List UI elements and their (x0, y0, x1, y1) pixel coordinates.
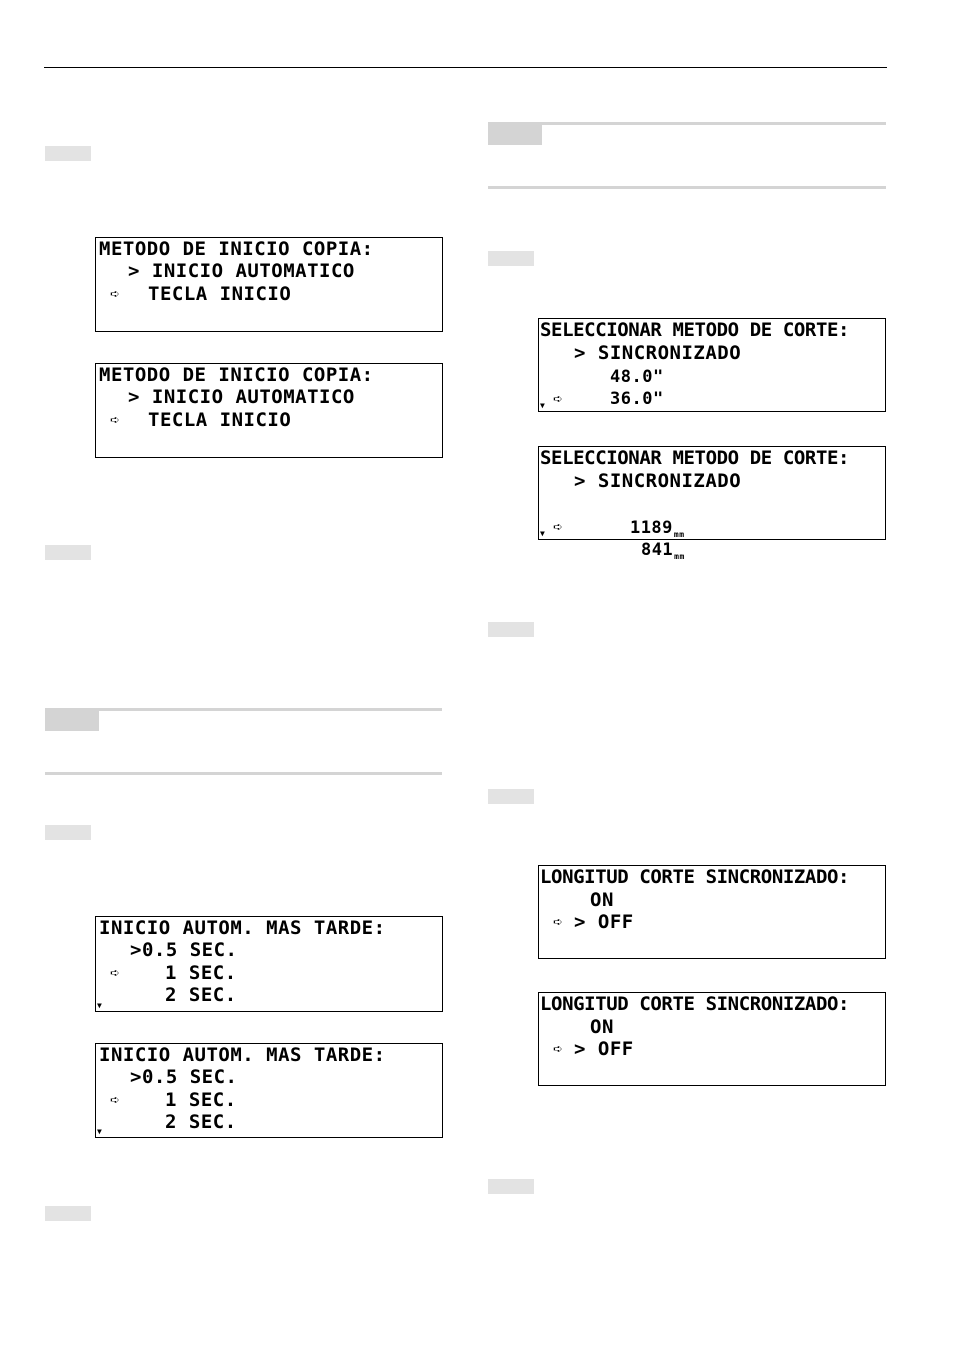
step-tag (488, 1179, 534, 1194)
lcd-title: SELECCIONAR METODO DE CORTE: (540, 447, 850, 469)
unit-mm: mm (674, 552, 685, 561)
lcd-longitud-corte-sincronizado (538, 865, 886, 959)
pointer-icon: ➪ (553, 1039, 564, 1058)
section-tab (45, 709, 99, 731)
pointer-icon: ➪ (110, 1090, 121, 1109)
lcd-title: METODO DE INICIO COPIA: (99, 238, 374, 260)
pointer-icon: ➪ (553, 389, 564, 408)
section-rule-bottom (45, 772, 442, 775)
unit-mm: mm (673, 530, 685, 539)
lcd-option-841: 841 (640, 539, 674, 560)
lcd-title: LONGITUD CORTE SINCRONIZADO: (540, 993, 850, 1015)
lcd-longitud-corte-sincronizado (538, 992, 886, 1086)
lcd-seleccionar-metodo-corte (538, 446, 886, 561)
scroll-down-icon: ▼ (540, 529, 546, 538)
section-rule-top (488, 122, 886, 125)
step-tag (488, 789, 534, 804)
lcd-option-inicio-automatico: > INICIO AUTOMATICO (128, 386, 355, 408)
lcd-option-tecla-inicio: TECLA INICIO (148, 409, 292, 431)
lcd-option-on: ON (590, 889, 614, 911)
scroll-down-icon: ▼ (97, 1127, 103, 1136)
lcd-inicio-autom-mas-tarde (95, 1043, 443, 1138)
section-rule-top (45, 708, 442, 711)
lcd-option-off: > OFF (574, 911, 634, 933)
pointer-icon: ➪ (110, 410, 121, 429)
lcd-title: SELECCIONAR METODO DE CORTE: (540, 319, 850, 341)
lcd-option-sincronizado: > SINCRONIZADO (574, 470, 742, 492)
step-tag (45, 825, 91, 840)
lcd-option-1-sec: 1 SEC. (165, 1089, 237, 1111)
lcd-option-on: ON (590, 1016, 614, 1038)
pointer-icon: ➪ (553, 912, 564, 931)
section-rule-bottom (488, 186, 886, 189)
pointer-icon: ➪ (553, 517, 564, 536)
step-tag (45, 146, 91, 161)
lcd-option-48-0: 48.0" (610, 367, 664, 387)
lcd-seleccionar-metodo-corte (538, 318, 886, 412)
lcd-option-off: > OFF (574, 1038, 634, 1060)
scroll-down-icon: ▼ (97, 1001, 103, 1010)
lcd-option-sincronizado: > SINCRONIZADO (574, 342, 742, 364)
lcd-title: INICIO AUTOM. MAS TARDE: (99, 917, 386, 939)
lcd-inicio-autom-mas-tarde (95, 916, 443, 1012)
lcd-option-1-sec: 1 SEC. (165, 962, 237, 984)
lcd-option-1189: 1189 (629, 517, 673, 538)
lcd-option-inicio-automatico: > INICIO AUTOMATICO (128, 260, 355, 282)
pointer-icon: ➪ (110, 963, 121, 982)
lcd-title: LONGITUD CORTE SINCRONIZADO: (540, 866, 850, 888)
lcd-option-0-5-sec: >0.5 SEC. (130, 939, 238, 961)
lcd-metodo-inicio-copia (95, 237, 443, 332)
step-tag (45, 545, 91, 560)
step-tag (488, 251, 534, 266)
lcd-title: INICIO AUTOM. MAS TARDE: (99, 1044, 386, 1066)
lcd-option-2-sec: 2 SEC. (165, 984, 237, 1006)
lcd-option-2-sec: 2 SEC. (165, 1111, 237, 1133)
lcd-option-tecla-inicio: TECLA INICIO (148, 283, 292, 305)
lcd-option-36-0: 36.0" (610, 389, 664, 409)
pointer-icon: ➪ (110, 284, 121, 303)
top-rule (44, 67, 887, 68)
lcd-title: METODO DE INICIO COPIA: (99, 364, 374, 386)
step-tag (45, 1206, 91, 1221)
lcd-metodo-inicio-copia (95, 363, 443, 458)
section-tab (488, 123, 542, 145)
step-tag (488, 622, 534, 637)
lcd-option-0-5-sec: >0.5 SEC. (130, 1066, 238, 1088)
scroll-down-icon: ▼ (540, 401, 546, 410)
